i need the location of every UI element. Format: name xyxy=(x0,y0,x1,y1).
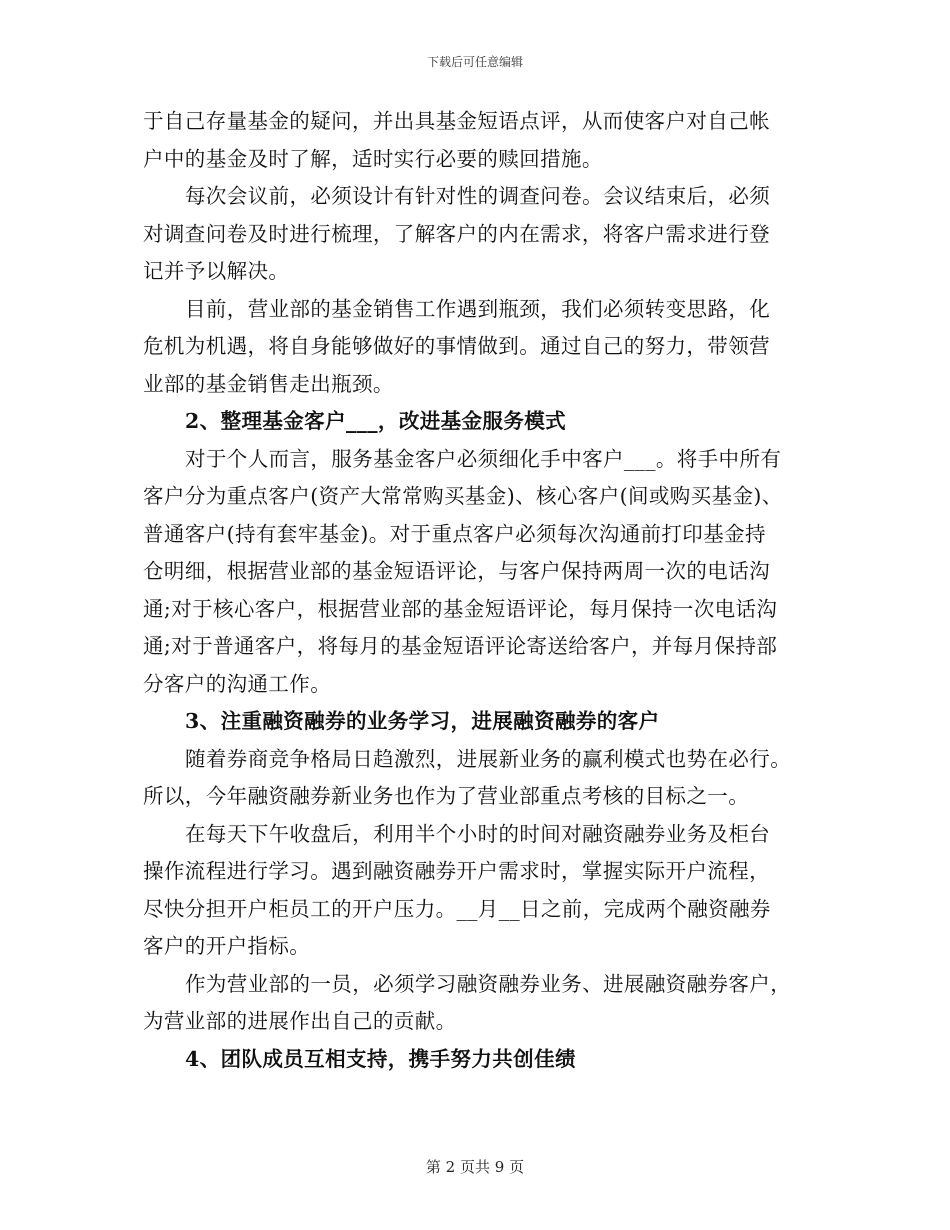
body-line: 对调查问卷及时进行梳理，了解客户的内在需求，将客户需求进行登 xyxy=(143,221,770,246)
body-line: 通;对于普通客户，将每月的基金短语评论寄送给客户，并每月保持部 xyxy=(143,634,778,658)
page-header: 下载后可任意编辑 xyxy=(426,55,523,69)
body-line: 通;对于核心客户，根据营业部的基金短语评论，每月保持一次电话沟 xyxy=(143,596,778,621)
body-line: 户中的基金及时了解，适时实行必要的赎回措施。 xyxy=(143,146,603,171)
body-line: 每次会议前，必须设计有针对性的调查问卷。会议结束后，必须 xyxy=(185,184,771,208)
body-line: 对于个人而言，服务基金客户必须细化手中客户___。将手中所有 xyxy=(185,446,782,471)
section-heading: 2、整理基金客户___，改进基金服务模式 xyxy=(185,409,567,433)
body-line: 客户的开户指标。 xyxy=(143,934,311,958)
body-line: 分客户的沟通工作。 xyxy=(143,671,332,696)
section-heading: 4、团队成员互相支持，携手努力共创佳绩 xyxy=(185,1046,576,1071)
body-line: 危机为机遇，将自身能够做好的事情做到。通过自己的努力，带领营 xyxy=(143,334,770,358)
body-line: 尽快分担开户柜员工的开户压力。__月__日之前，完成两个融资融券 xyxy=(143,896,771,921)
body-line: 目前，营业部的基金销售工作遇到瓶颈，我们必须转变思路，化 xyxy=(185,296,771,321)
body-line: 记并予以解决。 xyxy=(143,259,290,283)
body-line: 客户分为重点客户(资产大常常购买基金)、核心客户(间或购买基金)、 xyxy=(143,484,783,508)
body-line: 操作流程进行学习。遇到融资融券开户需求时，掌握实际开户流程， xyxy=(143,859,770,883)
body-line: 普通客户(持有套牢基金)。对于重点客户必须每次沟通前打印基金持 xyxy=(143,521,766,546)
body-line: 业部的基金销售走出瓶颈。 xyxy=(143,371,394,396)
body-line: 仓明细，根据营业部的基金短语评论，与客户保持两周一次的电话沟 xyxy=(143,559,770,583)
body-line: 在每天下午收盘后，利用半个小时的时间对融资融券业务及柜台 xyxy=(185,821,771,846)
document-body xyxy=(143,103,815,1078)
body-line: 为营业部的进展作出自己的贡献。 xyxy=(143,1009,457,1033)
body-line: 所以，今年融资融券新业务也作为了营业部重点考核的目标之一。 xyxy=(143,784,750,808)
body-line: 作为营业部的一员，必须学习融资融券业务、进展融资融券客户， xyxy=(185,971,792,996)
page-footer: 第 2 页共 9 页 xyxy=(425,1158,525,1176)
section-heading: 3、注重融资融券的业务学习，进展融资融券的客户 xyxy=(185,709,660,733)
body-line: 随着券商竞争格局日趋激烈，进展新业务的赢利模式也势在必行。 xyxy=(185,746,792,771)
body-line: 于自己存量基金的疑问，并出具基金短语点评，从而使客户对自己帐 xyxy=(143,109,770,133)
